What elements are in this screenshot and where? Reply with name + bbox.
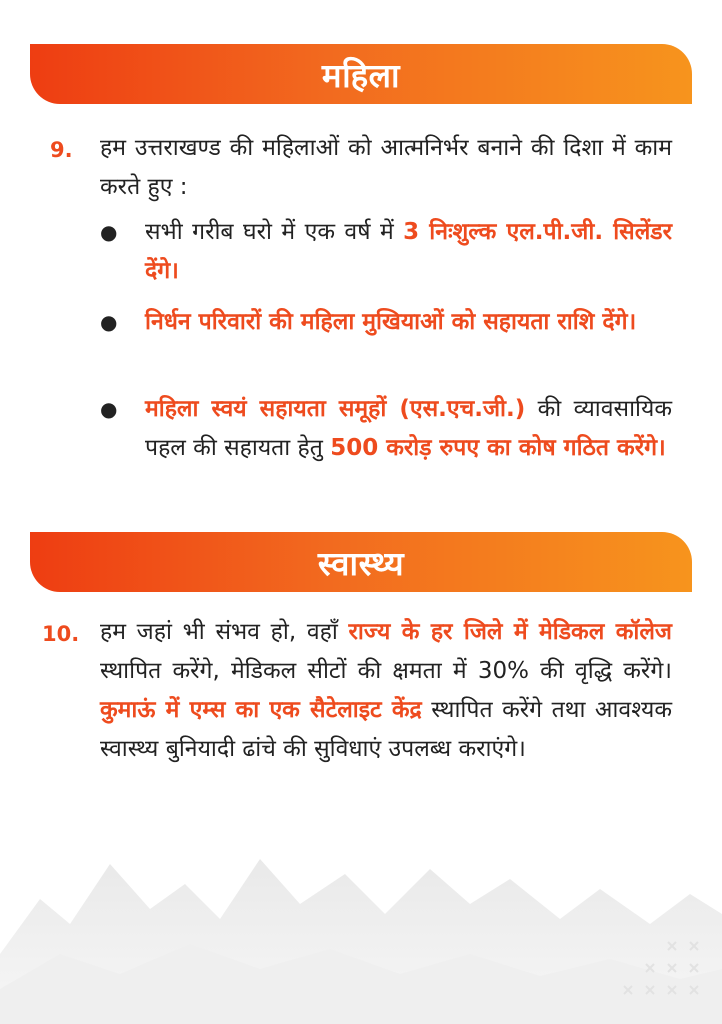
women-intro-text: हम उत्तराखण्ड की महिलाओं को आत्मनिर्भर बनाने की दिशा में काम करते हुए : xyxy=(100,135,672,200)
item-number-9: 9. xyxy=(50,138,73,162)
health-text-part-3: स्थापित करेंगे तथा आवश्यक स्वास्थ्य बुनियादी ढांचे की सुविधाएं उपलब्ध कराएंगे। xyxy=(100,697,672,762)
bullet-3-highlight-2: 500 करोड़ रुपए का कोष गठित करेंगे। xyxy=(330,435,666,461)
bullet-dot-icon: ● xyxy=(100,397,118,421)
decorative-cross-pattern xyxy=(598,934,708,1016)
health-highlight-2: कुमाऊं में एम्स का एक सैटेलाइट केंद्र xyxy=(100,697,422,723)
women-bullet-3 xyxy=(100,390,672,468)
women-bullet-1 xyxy=(100,213,673,291)
bullet-3-highlight: महिला स्वयं सहायता समूहों (एस.एच.जी.) xyxy=(145,396,526,422)
bullet-2-highlight: निर्धन परिवारों की महिला मुखियाओं को सहायता राशि देंगे। xyxy=(145,309,637,335)
health-highlight-1: राज्य के हर जिले में मेडिकल कॉलेज xyxy=(348,619,672,645)
section-title-women: महिला xyxy=(321,55,401,95)
women-bullet-2 xyxy=(100,303,672,342)
section-banner-women xyxy=(30,44,692,104)
bullet-dot-icon: ● xyxy=(100,220,118,244)
health-text-part-2: स्थापित करेंगे, मेडिकल सीटों की क्षमता में 30% की वृद्धि करेंगे। xyxy=(100,658,672,684)
bullet-1-text: सभी गरीब घरो में एक वर्ष में xyxy=(145,219,404,245)
item-number-10: 10. xyxy=(42,622,80,646)
section-title-health: स्वास्थ्य xyxy=(317,543,405,583)
health-text xyxy=(100,613,672,769)
bullet-1-highlight: 3 निःशुल्क एल.पी.जी. सिलेंडर देंगे। xyxy=(145,219,673,284)
bullet-3-text: की व्यावसायिक पहल की सहायता हेतु xyxy=(145,396,672,461)
bullet-dot-icon: ● xyxy=(100,310,118,334)
health-text-part-1: हम जहां भी संभव हो, वहाँ xyxy=(100,619,349,645)
section-banner-health xyxy=(30,532,692,592)
